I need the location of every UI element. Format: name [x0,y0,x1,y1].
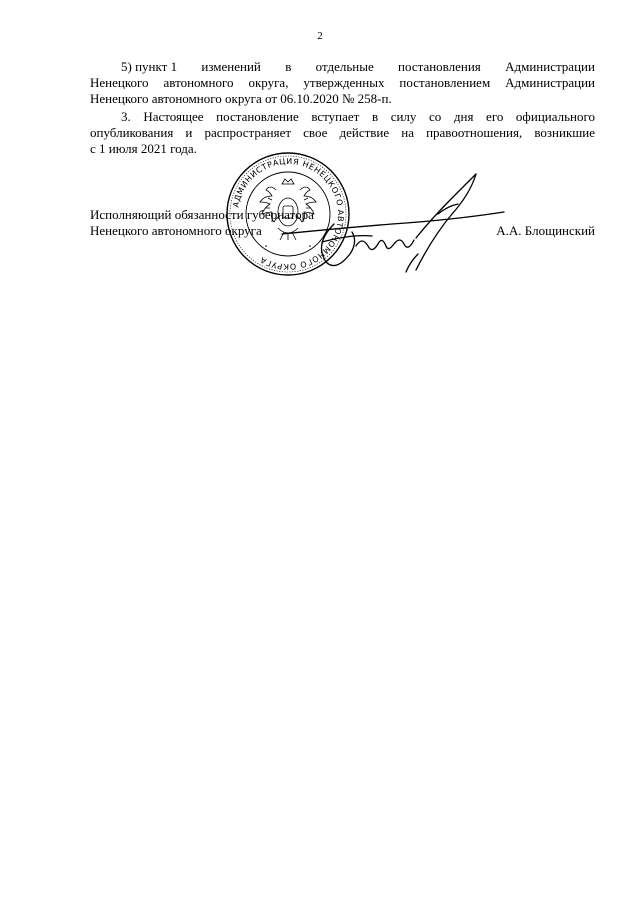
word: Администрации [505,59,595,74]
paragraph-item-5 [90,59,595,107]
paragraph-line: 3. Настоящее постановление вступает в силу со дня его официального [121,109,595,124]
signatory-name: А.А. Блощинский [496,223,595,238]
item-marker: 5) пункт 1 [121,59,178,74]
paragraph-line: Ненецкого автономного округа, утвержденных постановлением Администрации [90,75,595,90]
page-number: 2 [317,30,323,42]
paragraph-line: Ненецкого автономного округа от 06.10.2020 № 258-п. [90,91,392,106]
word: отдельные [315,59,374,74]
signatory-position: Исполняющий обязанности губернатора Ненецкого автономного округа [90,207,314,238]
paragraph-line: с 1 июля 2021 года. [90,141,197,156]
word: изменений [201,59,261,74]
word: в [285,59,292,74]
paragraph-line: опубликования и распространяет свое действие на правоотношения, возникшие [90,125,595,140]
word: постановления [398,59,481,74]
handwritten-signature [262,172,512,282]
stamp-ring-text: АДМИНИСТРАЦИЯ НЕНЕЦКОГО АВТОНОМНОГО ОКРУГА [231,156,346,272]
document-body [90,59,595,157]
